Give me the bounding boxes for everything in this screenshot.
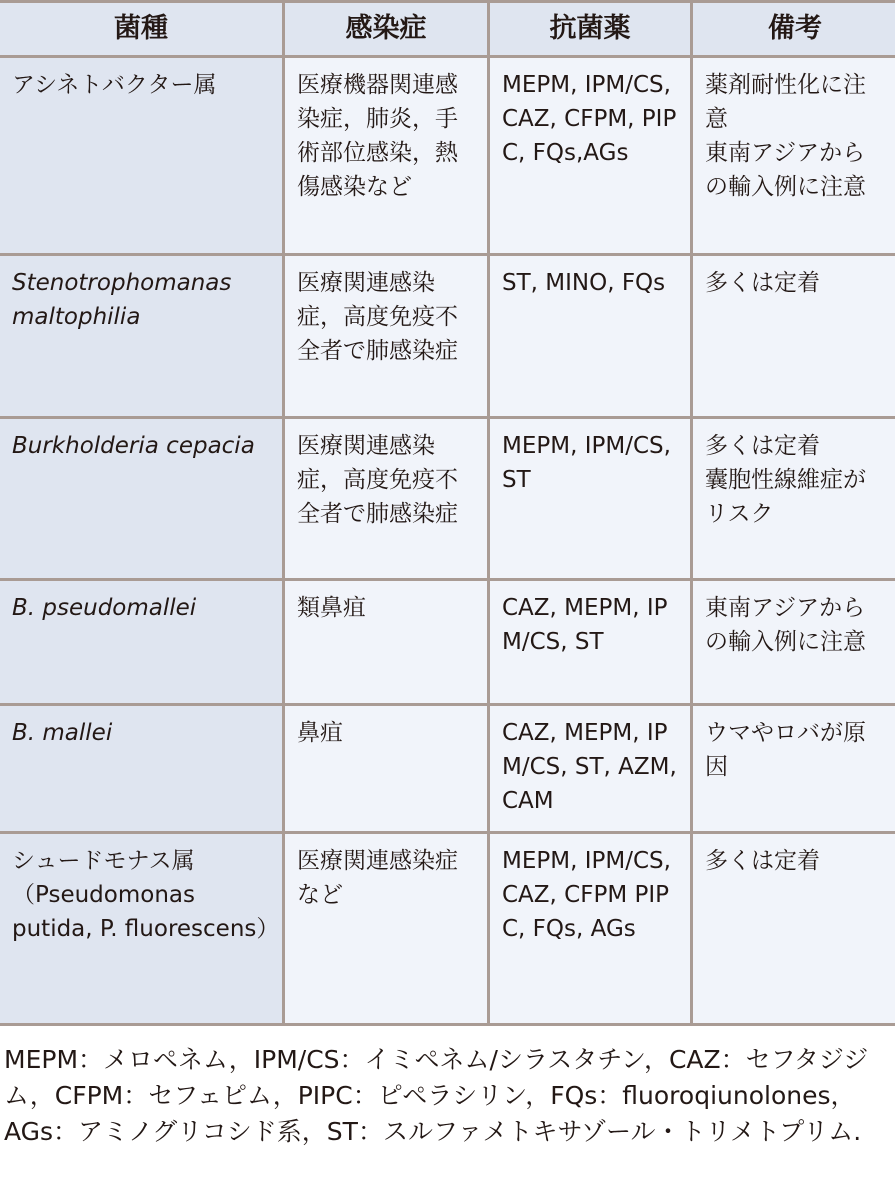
cell-remarks: 多くは定着 xyxy=(692,255,895,418)
table-row xyxy=(0,580,895,705)
table-row xyxy=(0,57,895,255)
cell-infection: 類鼻疽 xyxy=(284,580,489,705)
cell-drugs: MEPM, IPM/CS, CAZ, CFPM, PIPC, FQs,AGs xyxy=(489,57,692,255)
header-row xyxy=(0,2,895,57)
cell-drugs: MEPM, IPM/CS, ST xyxy=(489,418,692,580)
table-row xyxy=(0,418,895,580)
header-remarks: 備考 xyxy=(692,2,895,57)
cell-infection: 医療機器関連感染症，肺炎，手術部位感染，熱傷感染など xyxy=(284,57,489,255)
cell-remarks: 薬剤耐性化に注意 東南アジアからの輸入例に注意 xyxy=(692,57,895,255)
cell-remarks: ウマやロバが原因 xyxy=(692,705,895,833)
header-infection: 感染症 xyxy=(284,2,489,57)
cell-organism: Burkholderia cepacia xyxy=(0,418,284,580)
cell-organism: Stenotrophomanas maltophilia xyxy=(0,255,284,418)
cell-remarks: 東南アジアからの輸入例に注意 xyxy=(692,580,895,705)
footnote: MEPM：メロペネム，IPM/CS：イミペネム/シラスタチン，CAZ：セフタジジム，CFPM：セフェピム，PIPC：ピペラシリン，FQs：fluoroqiunolones，AGs：アミノグリコシド系，ST：スルファメトキサゾール・トリメトプリム. xyxy=(4,1045,869,1146)
cell-infection: 鼻疽 xyxy=(284,705,489,833)
cell-remarks: 多くは定着 xyxy=(692,833,895,1025)
header-organism: 菌種 xyxy=(0,2,284,57)
cell-drugs: CAZ, MEPM, IPM/CS, ST xyxy=(489,580,692,705)
cell-infection: 医療関連感染症，高度免疫不全者で肺感染症 xyxy=(284,418,489,580)
cell-organism: アシネトバクター属 xyxy=(0,57,284,255)
cell-drugs: CAZ, MEPM, IPM/CS, ST, AZM, CAM xyxy=(489,705,692,833)
table-row xyxy=(0,705,895,833)
header-drugs: 抗菌薬 xyxy=(489,2,692,57)
cell-organism: B. pseudomallei xyxy=(0,580,284,705)
cell-drugs: MEPM, IPM/CS, CAZ, CFPM PIPC, FQs, AGs xyxy=(489,833,692,1025)
cell-infection: 医療関連感染症，高度免疫不全者で肺感染症 xyxy=(284,255,489,418)
cell-infection: 医療関連感染症など xyxy=(284,833,489,1025)
table-row xyxy=(0,255,895,418)
cell-organism: シュードモナス属（Pseudomonas putida, P. fluorescens） xyxy=(0,833,284,1025)
cell-organism: B. mallei xyxy=(0,705,284,833)
table-row xyxy=(0,833,895,1025)
cell-drugs: ST, MINO, FQs xyxy=(489,255,692,418)
cell-remarks: 多くは定着 囊胞性線維症がリスク xyxy=(692,418,895,580)
